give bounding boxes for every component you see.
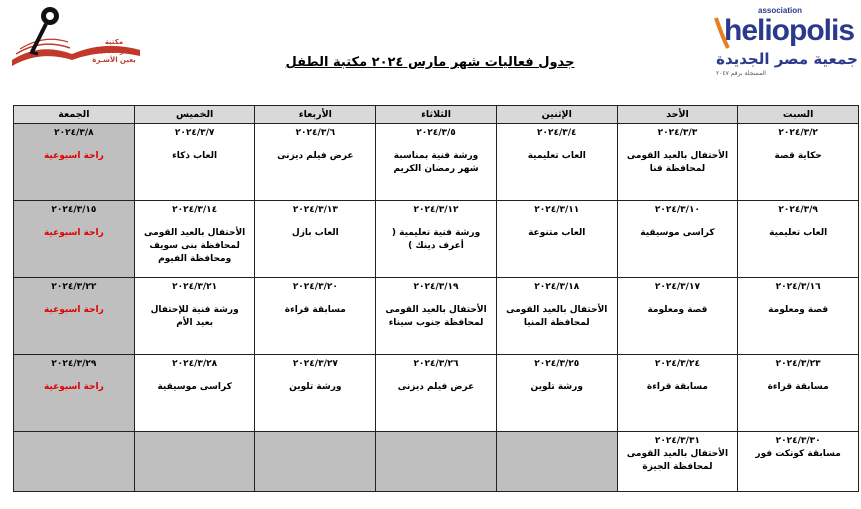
rest-day-cell (14, 124, 135, 201)
schedule-table (13, 105, 859, 492)
heliopolis-logo (712, 6, 860, 78)
empty-cell (134, 432, 255, 492)
activity-label: العاب تعليمية (527, 151, 586, 161)
activity-label: ورشة فنية بمناسبة شهر رمضان الكريم (393, 151, 479, 174)
date-label: ٢٠٢٤/٣/٣٠ (775, 436, 821, 447)
date-label: ٢٠٢٤/٣/٢٩ (51, 359, 97, 370)
day-cell (255, 278, 376, 355)
day-cell (738, 124, 859, 201)
activity-label: العاب بازل (291, 228, 339, 239)
rest-day-cell (14, 201, 135, 278)
activity-label: ورشة تلوين (530, 382, 583, 393)
date-label: ٢٠٢٤/٣/٢٢ (51, 282, 97, 293)
date-label: ٢٠٢٤/٣/٢١ (172, 282, 218, 293)
activity-label: الأحتفال بالعيد القومى لمحافظة قنا (626, 151, 729, 174)
library-logo-text (68, 38, 160, 65)
activity-label: ورشة فنية للإحتفال بعيد الأم (150, 305, 239, 329)
activity-label: الأحتفال بالعيد القومى لمحافظة بنى سويف ومحافظة الفيوم (144, 228, 246, 265)
date-label: ٢٠٢٤/٣/٢٦ (413, 359, 459, 370)
week-row (14, 355, 859, 432)
rest-label: راحة اسبوعية (43, 151, 104, 161)
day-cell (134, 355, 255, 432)
activity-label: الأحتفال بالعيد القومى لمحافظة الجيزة (626, 449, 729, 473)
day-cell (738, 278, 859, 355)
day-cell (617, 201, 738, 278)
date-label: ٢٠٢٤/٣/٣١ (654, 436, 700, 447)
logo-line-3: بعين الأسـرة (92, 56, 136, 64)
day-cell (617, 124, 738, 201)
logo-registration-text: المسجلة برقم ٢٠٤٧ (716, 70, 766, 77)
day-cell (134, 201, 255, 278)
activity-label: ورشة تلوين (289, 382, 342, 393)
date-label: ٢٠٢٤/٣/٢٧ (292, 359, 338, 370)
date-label: ٢٠٢٤/٣/٥ (416, 128, 456, 138)
day-cell (617, 355, 738, 432)
day-cell (376, 278, 497, 355)
day-cell (738, 201, 859, 278)
date-label: ٢٠٢٤/٣/١٩ (413, 282, 459, 293)
activity-label: كراسى موسيقية (157, 382, 232, 393)
day-cell (255, 124, 376, 201)
activity-label: مسابقة قراءة (767, 382, 829, 393)
day-cell (134, 278, 255, 355)
date-label: ٢٠٢٤/٣/٢ (778, 128, 818, 138)
date-label: ٢٠٢٤/٣/٨ (54, 128, 94, 138)
date-label: ٢٠٢٤/٣/٢٨ (172, 359, 218, 370)
day-cell (376, 201, 497, 278)
activity-label: العاب متنوعة (528, 228, 586, 239)
date-label: ٢٠٢٤/٣/١٦ (775, 282, 821, 293)
activity-label: الأحتفال بالعيد القومى لمحافظة جنوب سيناء (385, 305, 487, 329)
day-header: الخميس (134, 106, 255, 124)
activity-label: قصة ومعلومة (768, 305, 829, 316)
rest-day-cell (14, 278, 135, 355)
activity-label: مسابقة قراءة (646, 382, 708, 393)
schedule-body (14, 124, 859, 492)
week-row (14, 278, 859, 355)
day-header: الإثنين (496, 106, 617, 124)
logo-line-1: مكتبة (104, 38, 124, 46)
date-label: ٢٠٢٤/٣/٢٥ (534, 359, 580, 370)
date-label: ٢٠٢٤/٣/٣ (657, 128, 698, 138)
day-cell (134, 124, 255, 201)
week-row (14, 432, 859, 492)
day-header-row (14, 106, 859, 124)
date-label: ٢٠٢٤/٣/٧ (174, 128, 215, 138)
day-cell (376, 124, 497, 201)
date-label: ٢٠٢٤/٣/٢٠ (292, 282, 338, 293)
date-label: ٢٠٢٤/٣/١٧ (654, 282, 700, 293)
day-header: الثلاثاء (376, 106, 497, 124)
activity-label: ورشة فنية تعليمية ( أعرف دينك ) (391, 228, 481, 252)
activity-label: قصة ومعلومة (647, 305, 708, 316)
date-label: ٢٠٢٤/٣/١١ (534, 205, 580, 216)
activity-label: عرض فيلم ديزنى (397, 382, 475, 393)
date-label: ٢٠٢٤/٣/٩ (778, 205, 818, 216)
date-label: ٢٠٢٤/٣/١٢ (413, 205, 459, 216)
rest-label: راحة اسبوعية (43, 382, 104, 393)
date-label: ٢٠٢٤/٣/٤ (536, 128, 577, 138)
day-cell (738, 432, 859, 492)
date-label: ٢٠٢٤/٣/١٤ (172, 205, 218, 216)
day-header: الجمعة (14, 106, 135, 124)
activity-label: عرض فيلم ديزنى (277, 151, 354, 161)
week-row (14, 124, 859, 201)
day-cell (496, 278, 617, 355)
empty-cell (14, 432, 135, 492)
page-header (0, 0, 861, 100)
swoosh-icon (714, 16, 730, 50)
empty-cell (255, 432, 376, 492)
empty-cell (496, 432, 617, 492)
logo-line-2: مصر الجديدة (92, 47, 136, 55)
rest-label: راحة اسبوعية (43, 228, 104, 239)
day-cell (496, 201, 617, 278)
logo-brand-text: heliopolis (724, 14, 855, 47)
date-label: ٢٠٢٤/٣/١٥ (51, 205, 97, 216)
date-label: ٢٠٢٤/٣/٦ (295, 128, 336, 138)
page-title: جدول فعاليات شهر مارس ٢٠٢٤ مكتبة الطفل (285, 55, 575, 70)
day-cell (496, 355, 617, 432)
date-label: ٢٠٢٤/٣/١٣ (292, 205, 338, 216)
day-header: السبت (738, 106, 859, 124)
week-row (14, 201, 859, 278)
day-cell (738, 355, 859, 432)
activity-label: مسابقة كونكت فور (755, 449, 841, 460)
library-logo (10, 2, 150, 68)
activity-label: حكاية قصة (774, 151, 822, 161)
day-cell (496, 124, 617, 201)
day-cell (255, 355, 376, 432)
day-header: الأربعاء (255, 106, 376, 124)
logo-arabic-text: جمعية مصر الجديدة (716, 50, 858, 68)
day-cell (617, 432, 738, 492)
day-header: الأحد (617, 106, 738, 124)
activity-label: العاب تعليمية (769, 228, 828, 239)
rest-label: راحة اسبوعية (43, 305, 104, 316)
activity-label: كراسى موسيقية (640, 228, 715, 239)
day-cell (376, 355, 497, 432)
activity-label: العاب ذكاء (172, 151, 218, 161)
activity-label: الأحتفال بالعيد القومى لمحافظة المنيا (506, 305, 608, 329)
day-cell (255, 201, 376, 278)
logo-association-text: association (758, 6, 803, 15)
day-cell (617, 278, 738, 355)
date-label: ٢٠٢٤/٣/١٨ (534, 282, 580, 293)
date-label: ٢٠٢٤/٣/٢٣ (775, 359, 821, 370)
date-label: ٢٠٢٤/٣/٢٤ (654, 359, 700, 370)
activity-label: مسابقة قراءة (284, 305, 346, 316)
date-label: ٢٠٢٤/٣/١٠ (654, 205, 700, 216)
empty-cell (376, 432, 497, 492)
rest-day-cell (14, 355, 135, 432)
